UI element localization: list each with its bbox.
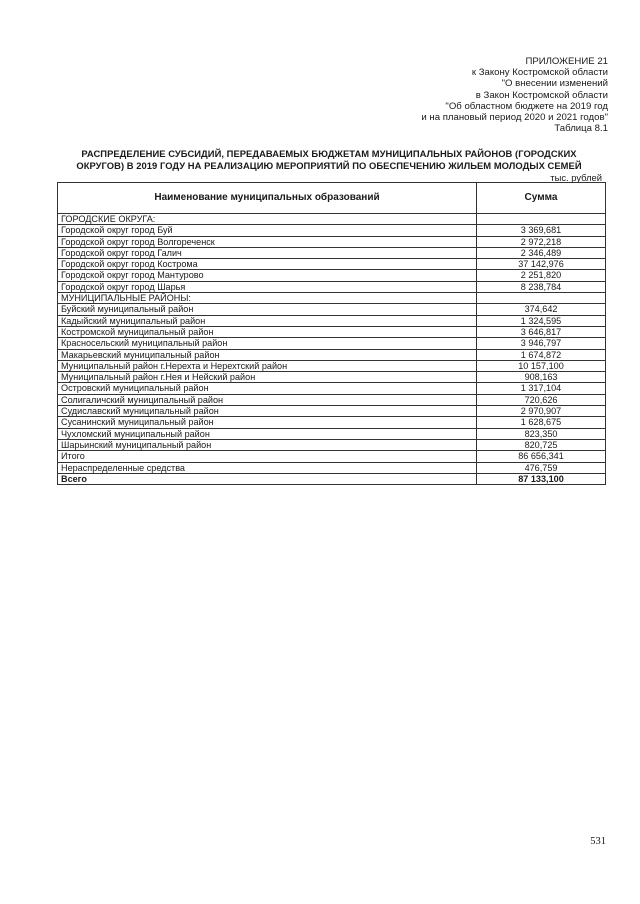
appendix-line: в Закон Костромской области — [475, 89, 608, 101]
table-body — [58, 214, 606, 485]
table-row — [58, 428, 606, 439]
row-name-cell: МУНИЦИПАЛЬНЫЕ РАЙОНЫ: — [58, 293, 477, 304]
row-name-cell: Городской округ город Буй — [58, 225, 477, 236]
row-name-cell: Буйский муниципальный район — [58, 304, 477, 315]
table-row — [58, 349, 606, 360]
row-name-cell: Городской округ город Шарья — [58, 281, 477, 292]
table-row — [58, 383, 606, 394]
row-sum-cell: 1 324,595 — [477, 315, 606, 326]
row-name-cell: Итого — [58, 451, 477, 462]
row-name-cell: Городской округ город Мантурово — [58, 270, 477, 281]
subsidy-table — [57, 182, 606, 485]
row-sum-cell: 720,626 — [477, 394, 606, 405]
row-sum-cell: 10 157,100 — [477, 360, 606, 371]
row-name-cell: Городской округ город Галич — [58, 247, 477, 258]
table-row — [58, 225, 606, 236]
row-sum-cell: 2 346,489 — [477, 247, 606, 258]
appendix-line: и на плановый период 2020 и 2021 годов" — [421, 112, 608, 124]
table-row — [58, 236, 606, 247]
row-name-cell: Судиславский муниципальный район — [58, 406, 477, 417]
row-sum-cell: 3 646,817 — [477, 326, 606, 337]
table-row — [58, 372, 606, 383]
row-name-cell: Чухломский муниципальный район — [58, 428, 477, 439]
table-row — [58, 338, 606, 349]
units-label: тыс. рублей — [550, 172, 602, 183]
table-row — [58, 473, 606, 484]
row-sum-cell: 1 674,872 — [477, 349, 606, 360]
row-name-cell: Макарьевский муниципальный район — [58, 349, 477, 360]
row-name-cell: Нераспределенные средства — [58, 462, 477, 473]
row-sum-cell: 86 656,341 — [477, 451, 606, 462]
table-header-row — [58, 183, 606, 214]
row-name-cell: Шарьинский муниципальный район — [58, 439, 477, 450]
row-sum-cell: 1 628,675 — [477, 417, 606, 428]
row-name-cell: Муниципальный район г.Нея и Нейский район — [58, 372, 477, 383]
row-name-cell: Городской округ город Кострома — [58, 259, 477, 270]
row-name-cell: Солигаличский муниципальный район — [58, 394, 477, 405]
table-row — [58, 270, 606, 281]
table-row — [58, 259, 606, 270]
row-name-cell: Сусанинский муниципальный район — [58, 417, 477, 428]
table-row — [58, 417, 606, 428]
row-sum-cell: 476,759 — [477, 462, 606, 473]
row-sum-cell: 823,350 — [477, 428, 606, 439]
row-name-cell: Городской округ город Волгореченск — [58, 236, 477, 247]
row-name-cell: Муниципальный район г.Нерехта и Нерехтский район — [58, 360, 477, 371]
table-row — [58, 394, 606, 405]
table-row — [58, 451, 606, 462]
row-sum-cell: 37 142,976 — [477, 259, 606, 270]
table-row — [58, 406, 606, 417]
page-number: 531 — [590, 836, 606, 847]
row-name-cell: Всего — [58, 473, 477, 484]
column-header-sum: Сумма — [477, 183, 606, 214]
table-row — [58, 214, 606, 225]
column-header-name: Наименование муниципальных образований — [58, 183, 477, 214]
table-row — [58, 462, 606, 473]
table-row — [58, 247, 606, 258]
table-row — [58, 315, 606, 326]
row-sum-cell — [477, 214, 606, 225]
row-sum-cell: 374,642 — [477, 304, 606, 315]
row-sum-cell: 908,163 — [477, 372, 606, 383]
row-name-cell: ГОРОДСКИЕ ОКРУГА: — [58, 214, 477, 225]
appendix-header — [278, 56, 608, 134]
row-sum-cell: 2 972,218 — [477, 236, 606, 247]
row-sum-cell: 820,725 — [477, 439, 606, 450]
table-row — [58, 326, 606, 337]
appendix-line: "О внесении изменений — [501, 78, 608, 90]
row-sum-cell: 8 238,784 — [477, 281, 606, 292]
row-sum-cell: 3 946,797 — [477, 338, 606, 349]
table-row — [58, 304, 606, 315]
row-sum-cell: 3 369,681 — [477, 225, 606, 236]
row-sum-cell: 1 317,104 — [477, 383, 606, 394]
appendix-line: ПРИЛОЖЕНИЕ 21 — [525, 56, 608, 67]
table-row — [58, 281, 606, 292]
table-row — [58, 360, 606, 371]
table-row — [58, 439, 606, 450]
appendix-line: "Об областном бюджете на 2019 год — [445, 100, 608, 112]
table-row — [58, 293, 606, 304]
row-sum-cell: 2 970,907 — [477, 406, 606, 417]
row-name-cell: Кадыйский муниципальный район — [58, 315, 477, 326]
row-name-cell: Красносельский муниципальный район — [58, 338, 477, 349]
appendix-line: к Закону Костромской области — [471, 67, 608, 79]
table-number: Таблица 8.1 — [554, 123, 608, 135]
document-title: РАСПРЕДЕЛЕНИЕ СУБСИДИЙ, ПЕРЕДАВАЕМЫХ БЮДЖЕТАМ МУНИЦИПАЛЬНЫХ РАЙОНОВ (ГОРОДСКИХ ОКРУГОВ) В 2019 ГОДУ НА РЕАЛИЗАЦИЮ МЕРОПРИЯТИЙ ПО ОБЕСПЕЧЕНИЮ ЖИЛЬЕМ МОЛОДЫХ СЕМЕЙ — [76, 148, 582, 171]
row-sum-cell — [477, 293, 606, 304]
row-name-cell: Островский муниципальный район — [58, 383, 477, 394]
row-name-cell: Костромской муниципальный район — [58, 326, 477, 337]
row-sum-cell: 87 133,100 — [477, 473, 606, 484]
row-sum-cell: 2 251,820 — [477, 270, 606, 281]
